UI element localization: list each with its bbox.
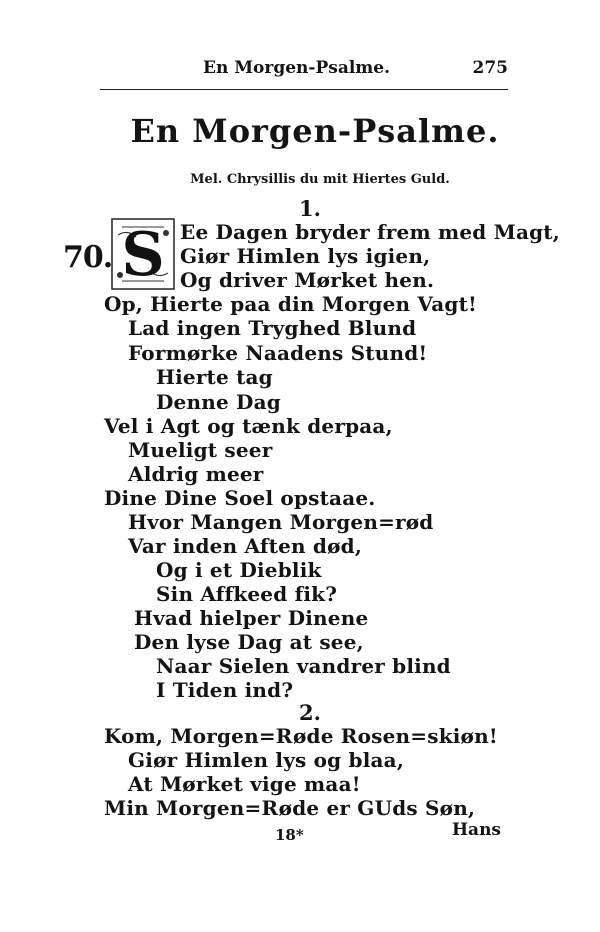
verse-line: Kom, Morgen=Røde Rosen=skiøn! [104, 724, 498, 748]
verse-number: 1. [299, 196, 321, 221]
verse-number: 2. [299, 700, 321, 725]
verse-line: Vel i Agt og tænk derpaa, [104, 414, 393, 438]
verse-line: Aldrig meer [128, 462, 264, 486]
initial-letter-text: S [121, 220, 165, 290]
verse-line: Giør Himlen lys igien, [180, 244, 431, 268]
verse-line: I Tiden ind? [156, 678, 294, 702]
verse-line: Hierte tag [156, 365, 273, 389]
verse-line: Giør Himlen lys og blaa, [128, 748, 404, 772]
verse-line: Naar Sielen vandrer blind [156, 654, 451, 678]
verse-line: Ee Dagen bryder frem med Magt, [180, 220, 560, 244]
page-number: 275 [472, 58, 508, 78]
signature-mark: 18* [275, 826, 304, 844]
verse-line: Min Morgen=Røde er GUds Søn, [104, 796, 476, 820]
verse-line: Denne Dag [156, 390, 281, 414]
verse-line: At Mørket vige maa! [128, 772, 361, 796]
verse-line: Hvad hielper Dinene [134, 606, 369, 630]
melody-line: Mel. Chrysillis du mit Hiertes Guld. [190, 172, 450, 187]
running-head [100, 58, 510, 84]
catchword: Hans [452, 820, 502, 840]
hymn-number: 70. [63, 240, 113, 275]
decorated-initial-glyph [108, 215, 178, 293]
verse-line: Lad ingen Tryghed Blund [128, 316, 417, 340]
verse-line: Og i et Dieblik [156, 558, 322, 582]
verse-line: Mueligt seer [128, 438, 273, 462]
hymn-title: En Morgen-Psalme. [130, 112, 500, 150]
verse-line: Den lyse Dag at see, [134, 630, 364, 654]
verse-line: Var inden Aften død, [128, 534, 362, 558]
verse-line: Hvor Mangen Morgen=rød [128, 510, 434, 534]
verse-line: Dine Dine Soel opstaae. [104, 486, 376, 510]
running-title: En Morgen-Psalme. [203, 58, 391, 78]
decorated-initial [108, 215, 178, 293]
verse-line: Formørke Naadens Stund! [128, 341, 428, 365]
verse-line: Op, Hierte paa din Morgen Vagt! [104, 292, 478, 316]
header-rule [100, 89, 508, 90]
verse-line: Og driver Mørket hen. [180, 268, 435, 292]
verse-line: Sin Affkeed fik? [156, 582, 338, 606]
